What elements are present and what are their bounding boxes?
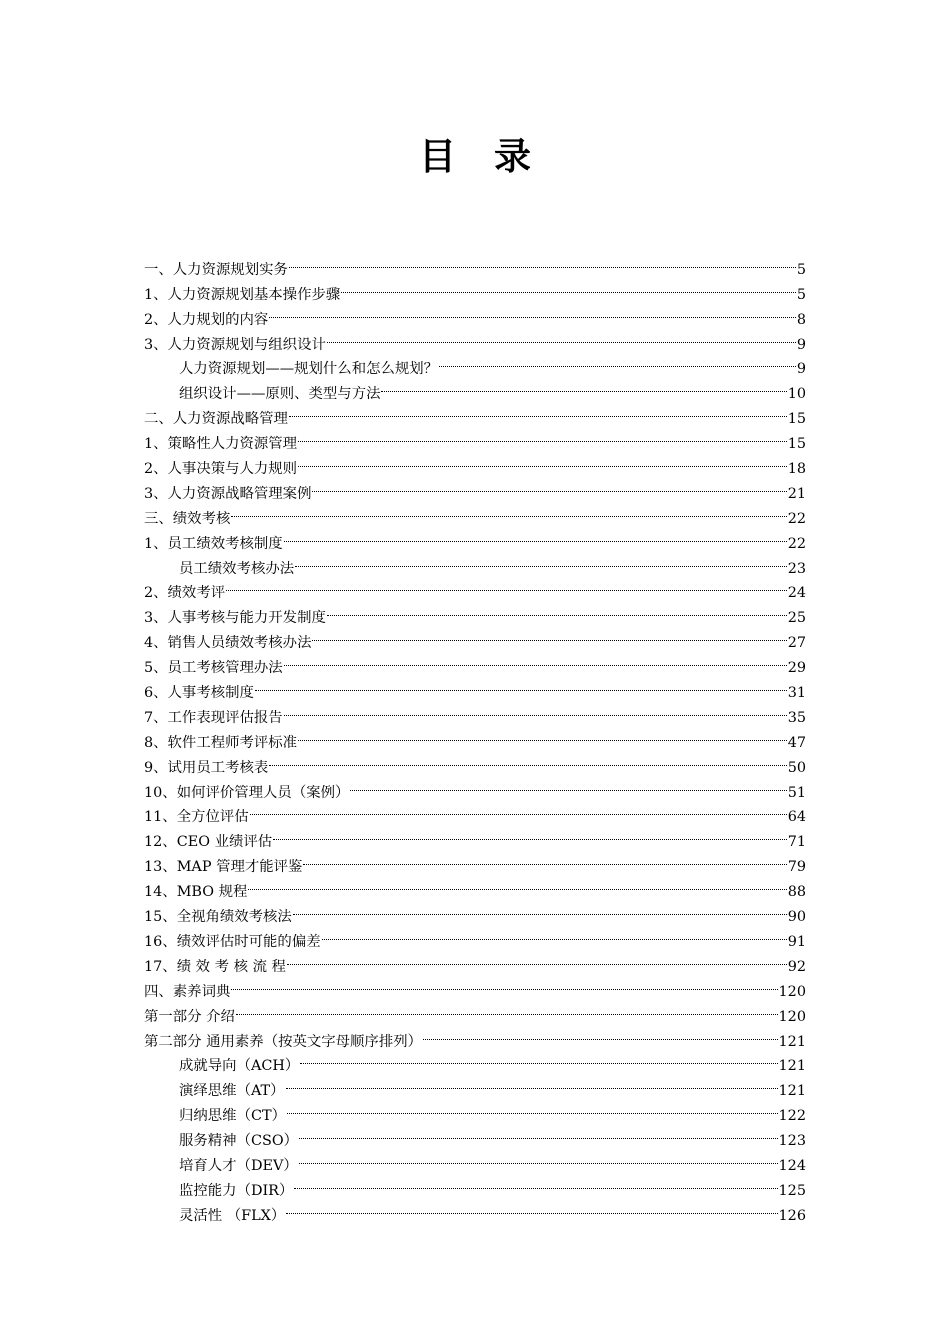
toc-page-number: 47 bbox=[787, 734, 806, 751]
toc-page-number: 15 bbox=[787, 411, 806, 428]
toc-page-number: 50 bbox=[787, 759, 806, 776]
toc-page-number: 92 bbox=[787, 958, 806, 975]
toc-dot-leader bbox=[268, 747, 787, 772]
toc-entry[interactable] bbox=[144, 498, 806, 527]
toc-entry-title: 一、人力资源规划实务 bbox=[144, 261, 288, 278]
toc-page-number: 5 bbox=[796, 286, 806, 303]
toc-page-number: 29 bbox=[787, 660, 806, 677]
toc-page-number: 51 bbox=[787, 784, 806, 801]
toc-entry-title: 13、MAP 管理才能评鉴 bbox=[144, 859, 303, 876]
toc-entry-title: 四、素养词典 bbox=[144, 983, 231, 1000]
toc-dot-leader bbox=[285, 1070, 779, 1095]
toc-entry-title: 监控能力（DIR） bbox=[179, 1182, 294, 1199]
toc-dot-leader bbox=[311, 622, 787, 647]
toc-entry[interactable] bbox=[144, 523, 806, 552]
toc-entry-title: 组织设计——原则、类型与方法 bbox=[179, 386, 381, 403]
toc-entry-title: 成就导向（ACH） bbox=[179, 1058, 300, 1075]
toc-dot-leader bbox=[294, 548, 788, 573]
toc-dot-leader bbox=[288, 398, 788, 423]
toc-dot-leader bbox=[297, 722, 788, 747]
toc-dot-leader bbox=[268, 299, 797, 324]
toc-page-number: 125 bbox=[778, 1182, 806, 1199]
toc-page-number: 124 bbox=[778, 1157, 806, 1174]
toc-entry-title: 10、如何评价管理人员（案例） bbox=[144, 784, 350, 801]
toc-entry-title: 15、全视角绩效考核法 bbox=[144, 909, 292, 926]
toc-page-number: 79 bbox=[787, 859, 806, 876]
toc-dot-leader bbox=[326, 597, 788, 622]
toc-page-number: 8 bbox=[796, 311, 806, 328]
toc-page-number: 22 bbox=[787, 535, 806, 552]
toc-entry-title: 培育人才（DEV） bbox=[179, 1157, 298, 1174]
toc-dot-leader bbox=[349, 772, 787, 797]
toc-page-number: 120 bbox=[778, 1008, 806, 1025]
title-char-2: 录 bbox=[494, 135, 531, 178]
toc-page-number: 22 bbox=[787, 510, 806, 527]
toc-entry-title: 1、人力资源规划基本操作步骤 bbox=[144, 286, 341, 303]
toc-page-number: 18 bbox=[787, 461, 806, 478]
toc-dot-leader bbox=[249, 797, 788, 822]
toc-entry-title: 6、人事考核制度 bbox=[144, 685, 254, 702]
toc-page-number: 10 bbox=[787, 386, 806, 403]
toc-dot-leader bbox=[292, 896, 788, 921]
toc-page-number: 71 bbox=[787, 834, 806, 851]
toc-entry[interactable] bbox=[144, 249, 806, 278]
toc-entry-title: 3、人事考核与能力开发制度 bbox=[144, 610, 326, 627]
toc-entry-title: 16、绩效评估时可能的偏差 bbox=[144, 933, 321, 950]
toc-dot-leader bbox=[286, 946, 788, 971]
toc-dot-leader bbox=[230, 498, 787, 523]
toc-page-number: 24 bbox=[787, 585, 806, 602]
toc-dot-leader bbox=[230, 971, 778, 996]
toc-entry[interactable] bbox=[144, 971, 806, 1000]
toc-entry-title: 第一部分 介绍 bbox=[144, 1008, 235, 1025]
toc-dot-leader bbox=[286, 1095, 779, 1120]
toc-page-number: 90 bbox=[787, 909, 806, 926]
toc-dot-leader bbox=[293, 1170, 778, 1195]
toc-dot-leader bbox=[298, 1120, 779, 1145]
toc-page-number: 5 bbox=[796, 261, 806, 278]
toc-entry-title: 11、全方位评估 bbox=[144, 809, 249, 826]
toc-page-number: 91 bbox=[787, 933, 806, 950]
toc-entry-title: 二、人力资源战略管理 bbox=[144, 411, 288, 428]
toc-entry-title: 3、人力资源规划与组织设计 bbox=[144, 336, 326, 353]
toc-entry-title: 员工绩效考核办法 bbox=[179, 560, 295, 577]
toc-entry-title: 2、绩效考评 bbox=[144, 585, 226, 602]
toc-dot-leader bbox=[326, 324, 797, 349]
toc-dot-leader bbox=[311, 473, 787, 498]
title-char-1: 目 bbox=[419, 135, 456, 178]
toc-page-number: 64 bbox=[787, 809, 806, 826]
toc-page-number: 122 bbox=[778, 1108, 806, 1125]
toc-entry-title: 12、CEO 业绩评估 bbox=[144, 834, 273, 851]
toc-entry-title: 第二部分 通用素养（按英文字母顺序排列） bbox=[144, 1033, 422, 1050]
toc-entry-title: 9、试用员工考核表 bbox=[144, 759, 269, 776]
toc-entry-title: 归纳思维（CT） bbox=[179, 1108, 286, 1125]
toc-page-number: 15 bbox=[787, 436, 806, 453]
toc-dot-leader bbox=[297, 448, 788, 473]
toc-entry-title: 17、绩 效 考 核 流 程 bbox=[144, 958, 286, 975]
toc-entry-title: 2、人事决策与人力规则 bbox=[144, 461, 298, 478]
toc-entry[interactable] bbox=[144, 996, 806, 1025]
toc-entry-title: 5、员工考核管理办法 bbox=[144, 660, 283, 677]
toc-page-number: 25 bbox=[787, 610, 806, 627]
toc-entry-title: 演绎思维（AT） bbox=[179, 1083, 285, 1100]
toc-dot-leader bbox=[283, 647, 788, 672]
toc-page-number: 121 bbox=[778, 1033, 806, 1050]
toc-entry-title: 4、销售人员绩效考核办法 bbox=[144, 635, 312, 652]
toc-entry[interactable] bbox=[144, 573, 806, 602]
toc-entry-title: 三、绩效考核 bbox=[144, 510, 231, 527]
toc-dot-leader bbox=[297, 423, 788, 448]
toc-entry-title: 7、工作表现评估报告 bbox=[144, 709, 283, 726]
toc-dot-leader bbox=[299, 1046, 778, 1071]
toc-dot-leader bbox=[321, 921, 788, 946]
toc-dot-leader bbox=[438, 349, 797, 374]
toc-dot-leader bbox=[285, 1195, 778, 1220]
toc-page-number: 9 bbox=[796, 336, 806, 353]
page-title bbox=[0, 126, 950, 180]
toc-dot-leader bbox=[254, 672, 788, 697]
toc-entry[interactable] bbox=[144, 597, 806, 627]
table-of-contents bbox=[144, 249, 806, 1224]
toc-entry-title: 8、软件工程师考评标准 bbox=[144, 734, 298, 751]
toc-entry-title: 人力资源规划——规划什么和怎么规划？ bbox=[179, 361, 439, 378]
toc-page-number: 9 bbox=[796, 361, 806, 378]
toc-page-number: 121 bbox=[778, 1083, 806, 1100]
toc-page-number: 35 bbox=[787, 709, 806, 726]
toc-entry-title: 灵活性 （FLX） bbox=[179, 1207, 286, 1224]
toc-page-number: 23 bbox=[787, 560, 806, 577]
toc-entry-title: 2、人力规划的内容 bbox=[144, 311, 269, 328]
toc-dot-leader bbox=[283, 697, 788, 722]
toc-page-number: 123 bbox=[778, 1133, 806, 1150]
toc-dot-leader bbox=[302, 846, 787, 871]
toc-dot-leader bbox=[422, 1021, 779, 1046]
toc-dot-leader bbox=[283, 523, 788, 548]
toc-dot-leader bbox=[380, 373, 787, 398]
toc-dot-leader bbox=[225, 573, 788, 598]
toc-page-number: 21 bbox=[787, 485, 806, 502]
toc-dot-leader bbox=[235, 996, 779, 1021]
toc-entry-title: 1、策略性人力资源管理 bbox=[144, 436, 298, 453]
toc-entry-title: 服务精神（CSO） bbox=[179, 1133, 299, 1150]
toc-page-number: 126 bbox=[778, 1207, 806, 1224]
toc-entry[interactable] bbox=[144, 1021, 806, 1050]
toc-entry-title: 1、员工绩效考核制度 bbox=[144, 535, 283, 552]
toc-dot-leader bbox=[298, 1145, 779, 1170]
toc-dot-leader bbox=[288, 249, 797, 274]
toc-page-number: 27 bbox=[787, 635, 806, 652]
toc-dot-leader bbox=[247, 871, 787, 896]
toc-dot-leader bbox=[272, 821, 788, 846]
toc-page-number: 120 bbox=[778, 983, 806, 1000]
toc-entry-title: 14、MBO 规程 bbox=[144, 884, 248, 901]
toc-entry-title: 3、人力资源战略管理案例 bbox=[144, 485, 312, 502]
toc-dot-leader bbox=[340, 274, 797, 299]
toc-page-number: 121 bbox=[778, 1058, 806, 1075]
toc-page-number: 31 bbox=[787, 685, 806, 702]
toc-page-number: 88 bbox=[787, 884, 806, 901]
